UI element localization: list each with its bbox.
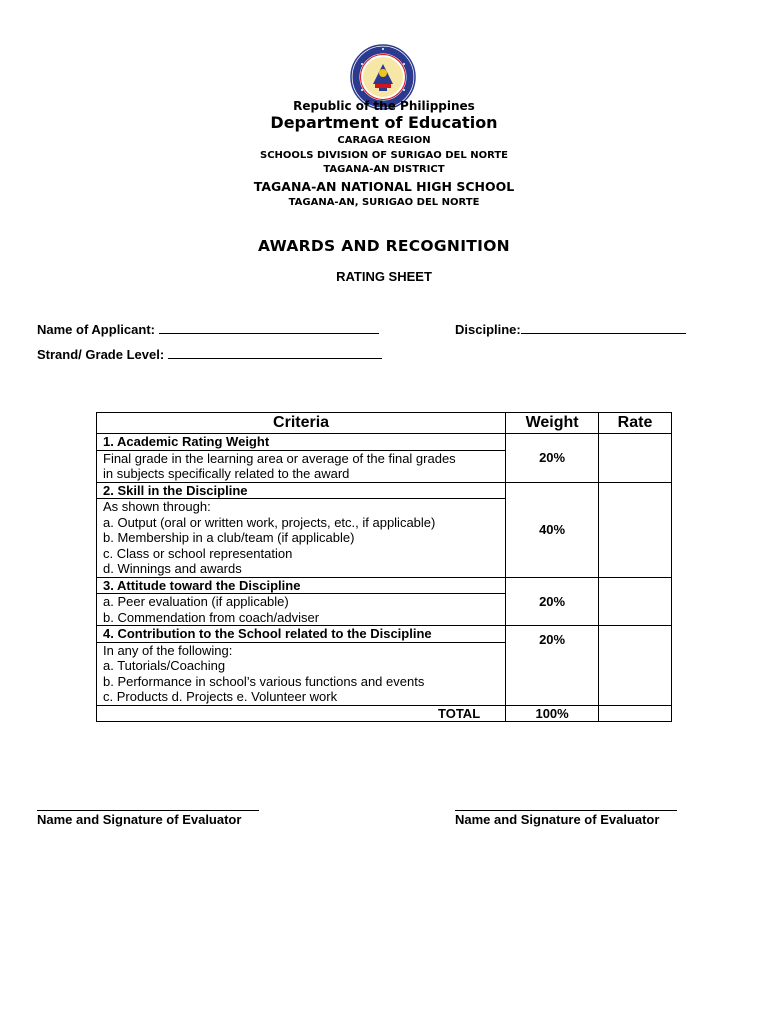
rate-cell[interactable] (599, 577, 672, 626)
total-row (97, 705, 672, 722)
criterion-description (97, 642, 506, 705)
strand-grade-label: Strand/ Grade Level: (37, 347, 165, 362)
criterion-title: 2. Skill in the Discipline (97, 482, 506, 499)
evaluator-signature-left[interactable] (37, 810, 259, 827)
total-rate-cell[interactable] (599, 705, 672, 722)
signature-caption: Name and Signature of Evaluator (455, 812, 660, 827)
rate-cell[interactable] (599, 434, 672, 483)
criterion-weight: 20% (506, 626, 599, 706)
applicant-name-field[interactable] (37, 322, 379, 337)
header-school: TAGANA-AN NATIONAL HIGH SCHOOL (253, 179, 515, 194)
signature-line (455, 810, 677, 811)
table-header-row (97, 413, 672, 434)
evaluator-signature-right[interactable] (455, 810, 677, 827)
signature-caption: Name and Signature of Evaluator (37, 812, 242, 827)
applicant-name-label: Name of Applicant: (37, 322, 155, 337)
discipline-label: Discipline: (455, 322, 521, 337)
table-row (97, 626, 672, 643)
criterion-title: 4. Contribution to the School related to the Discipline (97, 626, 506, 643)
table-row (97, 434, 672, 451)
criterion-line: Final grade in the learning area or average of the final grades (103, 450, 456, 466)
signature-line (37, 810, 259, 811)
header-region: CARAGA REGION (337, 135, 431, 146)
criterion-description (97, 450, 506, 482)
criterion-line: in subjects specifically related to the award (103, 466, 350, 481)
criterion-line: b. Performance in school’s various functions and events (103, 673, 425, 689)
rate-header: Rate (599, 413, 672, 434)
criteria-header: Criteria (97, 413, 506, 434)
criterion-line: In any of the following: (103, 642, 233, 658)
total-weight: 100% (506, 705, 599, 722)
criterion-weight: 20% (506, 434, 599, 483)
criterion-weight: 40% (506, 482, 599, 577)
criterion-line: d. Winnings and awards (103, 561, 242, 576)
header-republic: Republic of the Philippines (293, 99, 475, 113)
criterion-description (97, 594, 506, 626)
header-district: TAGANA-AN DISTRICT (323, 164, 445, 175)
criterion-line: As shown through: (103, 499, 211, 514)
criterion-title: 1. Academic Rating Weight (97, 434, 506, 451)
table-row (97, 577, 672, 594)
criterion-line: c. Products d. Projects e. Volunteer work (103, 689, 338, 704)
criterion-line: a. Output (oral or written work, projects, etc., if applicable) (103, 514, 436, 530)
criterion-line: a. Tutorials/Coaching (103, 658, 226, 673)
strand-grade-blank[interactable] (168, 347, 382, 359)
strand-grade-field[interactable] (37, 347, 382, 362)
criterion-line: b. Commendation from coach/adviser (103, 609, 320, 625)
table-row (97, 482, 672, 499)
applicant-name-blank[interactable] (159, 322, 379, 334)
criterion-title: 3. Attitude toward the Discipline (97, 577, 506, 594)
rate-cell[interactable] (599, 626, 672, 706)
rating-table (96, 412, 672, 722)
discipline-blank[interactable] (521, 322, 686, 334)
form-title: AWARDS AND RECOGNITION (258, 237, 510, 255)
criterion-weight: 20% (506, 577, 599, 626)
criterion-description (97, 499, 506, 578)
weight-header: Weight (506, 413, 599, 434)
discipline-field[interactable] (455, 322, 686, 337)
total-label: TOTAL (97, 705, 506, 722)
header-division: SCHOOLS DIVISION OF SURIGAO DEL NORTE (260, 150, 508, 161)
criterion-line: a. Peer evaluation (if applicable) (103, 594, 289, 609)
form-subtitle: RATING SHEET (336, 269, 432, 284)
rate-cell[interactable] (599, 482, 672, 577)
criterion-line: c. Class or school representation (103, 545, 293, 561)
header-address: TAGANA-AN, SURIGAO DEL NORTE (288, 197, 480, 208)
header-department: Department of Education (270, 113, 498, 132)
criterion-line: b. Membership in a club/team (if applicable) (103, 530, 355, 545)
